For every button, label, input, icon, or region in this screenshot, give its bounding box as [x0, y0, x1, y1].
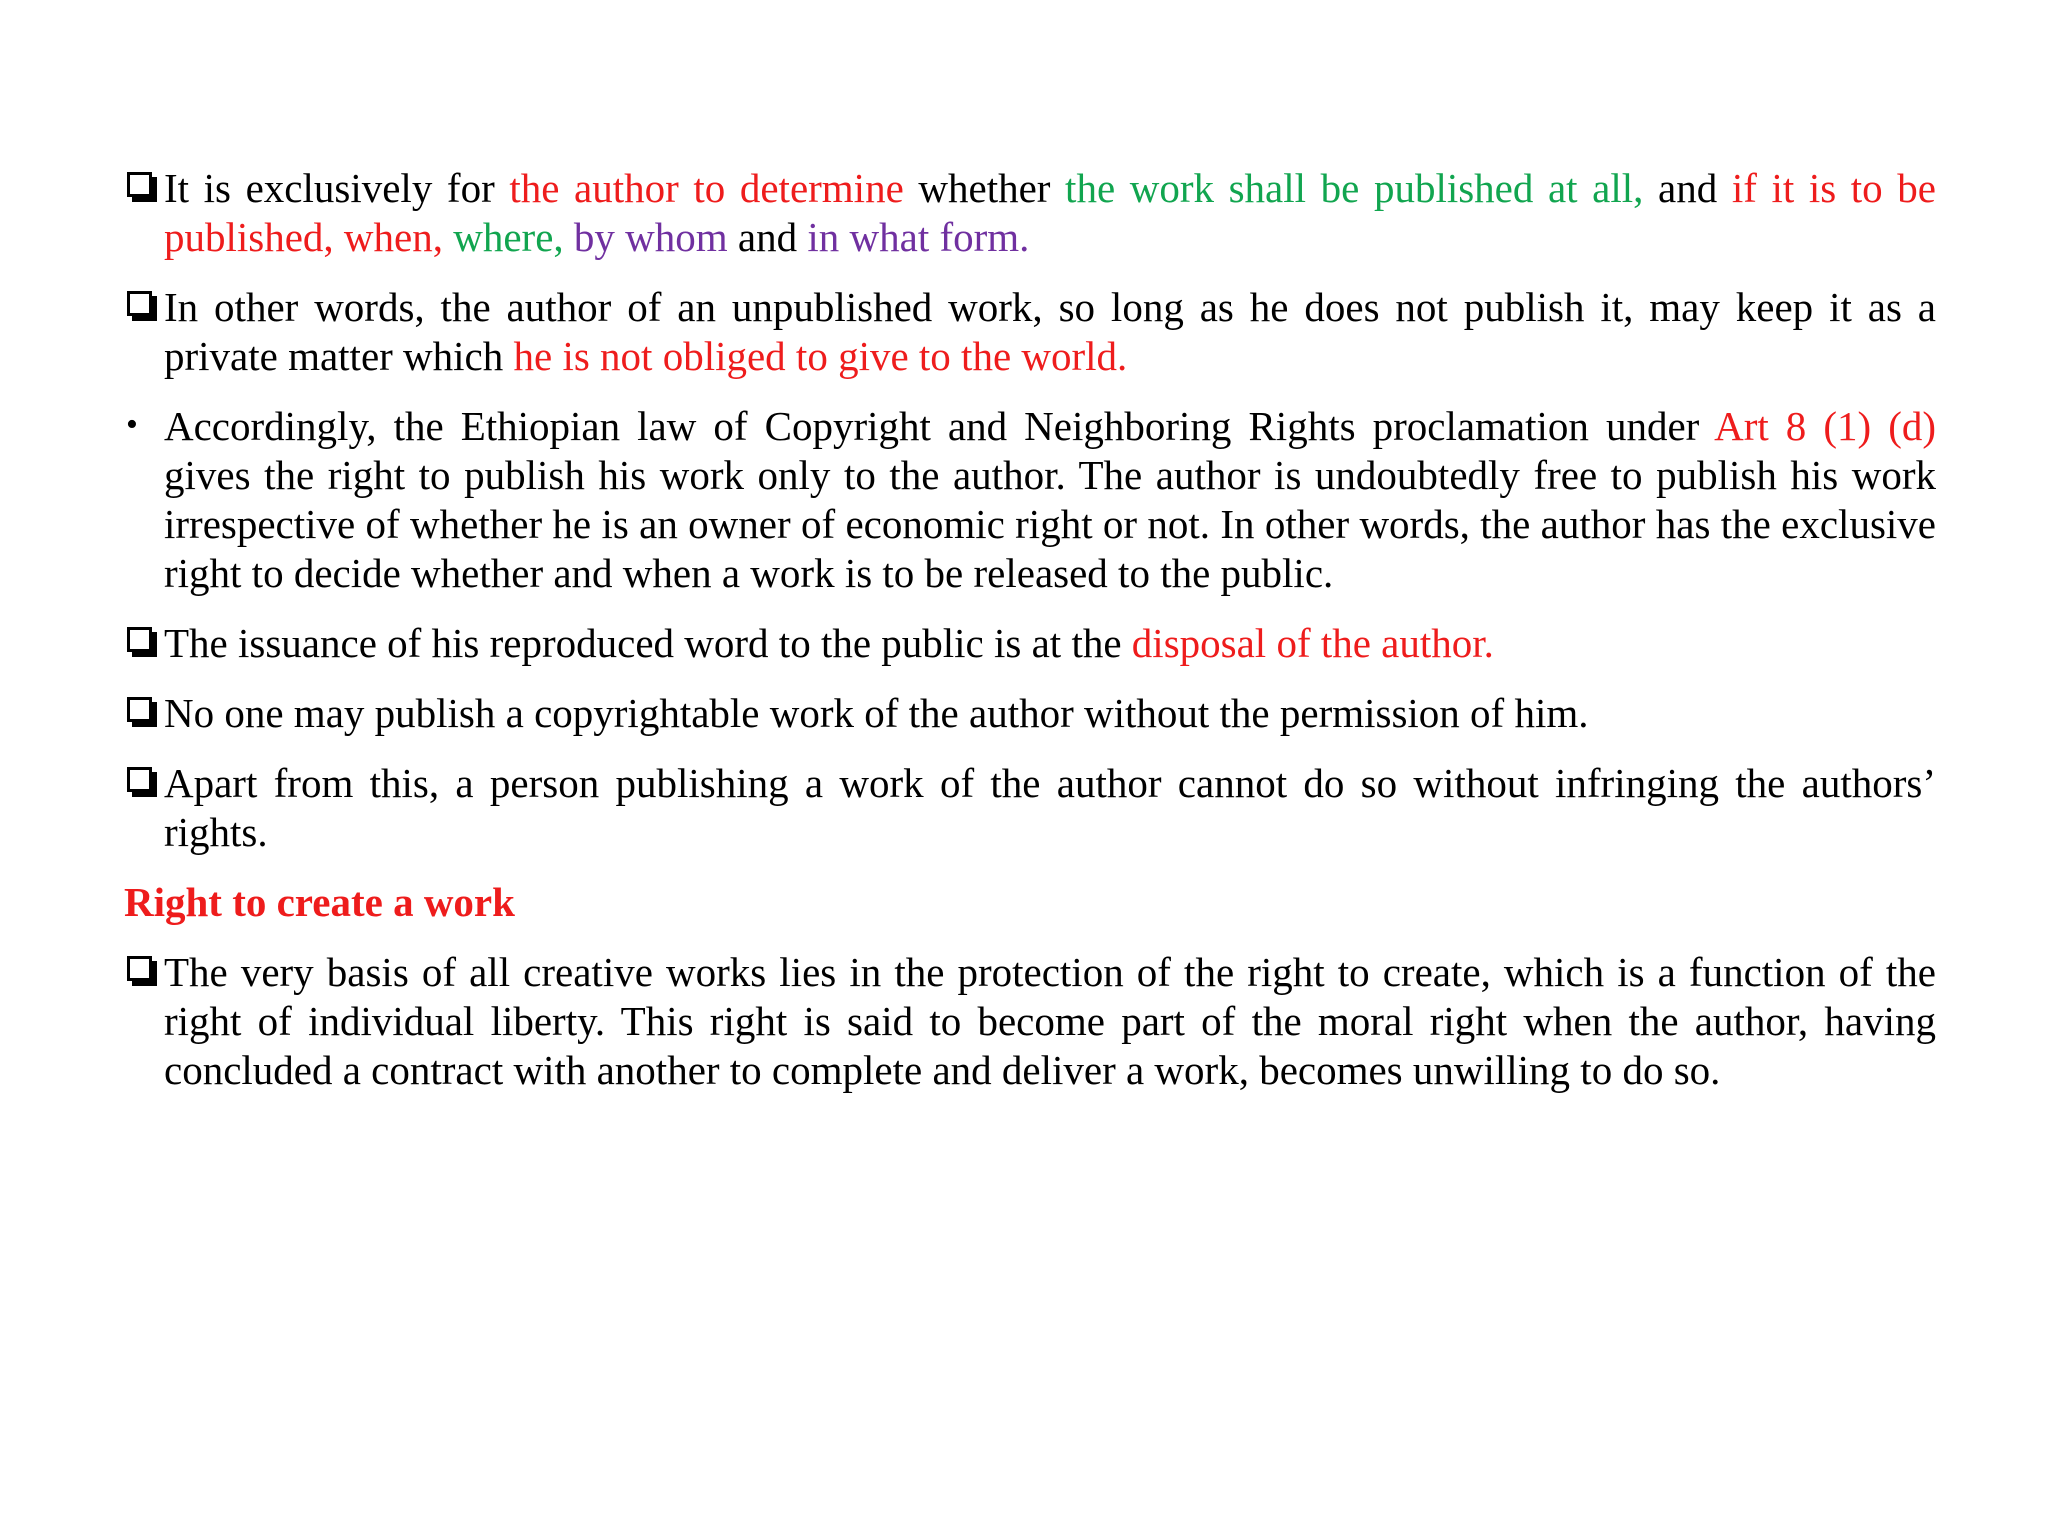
checkbox-bullet-icon	[127, 172, 152, 197]
text-segment: The very basis of all creative works lies in the protection of the right to create, which is a function of the right of individual liberty. This right is said to become part of the moral right when the author, having concluded a contract with another to complete and deliver a work, becomes unwilling to do so.	[164, 949, 1936, 1093]
bullet-item	[124, 948, 1936, 1095]
text-segment: Apart from this, a person publishing a work of the author cannot do so without infringing the authors’ rights.	[164, 760, 1936, 855]
bullet-list-after-heading	[124, 948, 1936, 1095]
text-segment: gives the right to publish his work only to the author. The author is undoubtedly free to publish his work irrespective of whether he is an owner of economic right or not. In other words, the author has the exclusive right to decide whether and when a work is to be released to the public.	[164, 452, 1936, 596]
text-segment: Accordingly, the Ethiopian law of Copyright and Neighboring Rights proclamation under	[164, 403, 1715, 449]
text-segment: by whom	[563, 214, 728, 260]
text-segment: The issuance of his reproduced word to the public is at the	[164, 620, 1132, 666]
text-segment: in what form.	[807, 214, 1030, 260]
text-segment: whether	[903, 165, 1066, 211]
text-segment: the author to determine	[509, 165, 904, 211]
bullet-item	[124, 164, 1936, 262]
checkbox-bullet-icon	[127, 627, 152, 652]
bullet-item	[124, 619, 1936, 668]
checkbox-bullet-icon	[127, 956, 152, 981]
text-segment: In other words, the author of an unpublished work, so long as he does not publish it, may keep it as a private matter which	[164, 284, 1936, 379]
text-segment: if it is to be published, when,	[164, 165, 1936, 260]
text-segment: where,	[443, 214, 564, 260]
text-segment: he is not obliged to give to the world.	[513, 333, 1128, 379]
text-segment: and	[1643, 165, 1732, 211]
round-bullet-icon: •	[126, 406, 138, 443]
checkbox-bullet-icon	[127, 291, 152, 316]
text-segment: It is exclusively for	[164, 165, 510, 211]
section-heading: Right to create a work	[124, 879, 515, 925]
text-segment: No one may publish a copyrightable work of the author without the permission of him.	[164, 690, 1589, 736]
bullet-item	[124, 689, 1936, 738]
bullet-item	[124, 759, 1936, 857]
slide-content	[124, 164, 1936, 1116]
bullet-item	[124, 402, 1936, 598]
checkbox-bullet-icon	[127, 697, 152, 722]
checkbox-bullet-icon	[127, 767, 152, 792]
bullet-item	[124, 283, 1936, 381]
text-segment: disposal of the author.	[1131, 620, 1494, 666]
bullet-list	[124, 164, 1936, 857]
text-segment: Art 8 (1) (d)	[1714, 403, 1936, 449]
text-segment: the work shall be published at all,	[1065, 165, 1644, 211]
text-segment: and	[727, 214, 808, 260]
